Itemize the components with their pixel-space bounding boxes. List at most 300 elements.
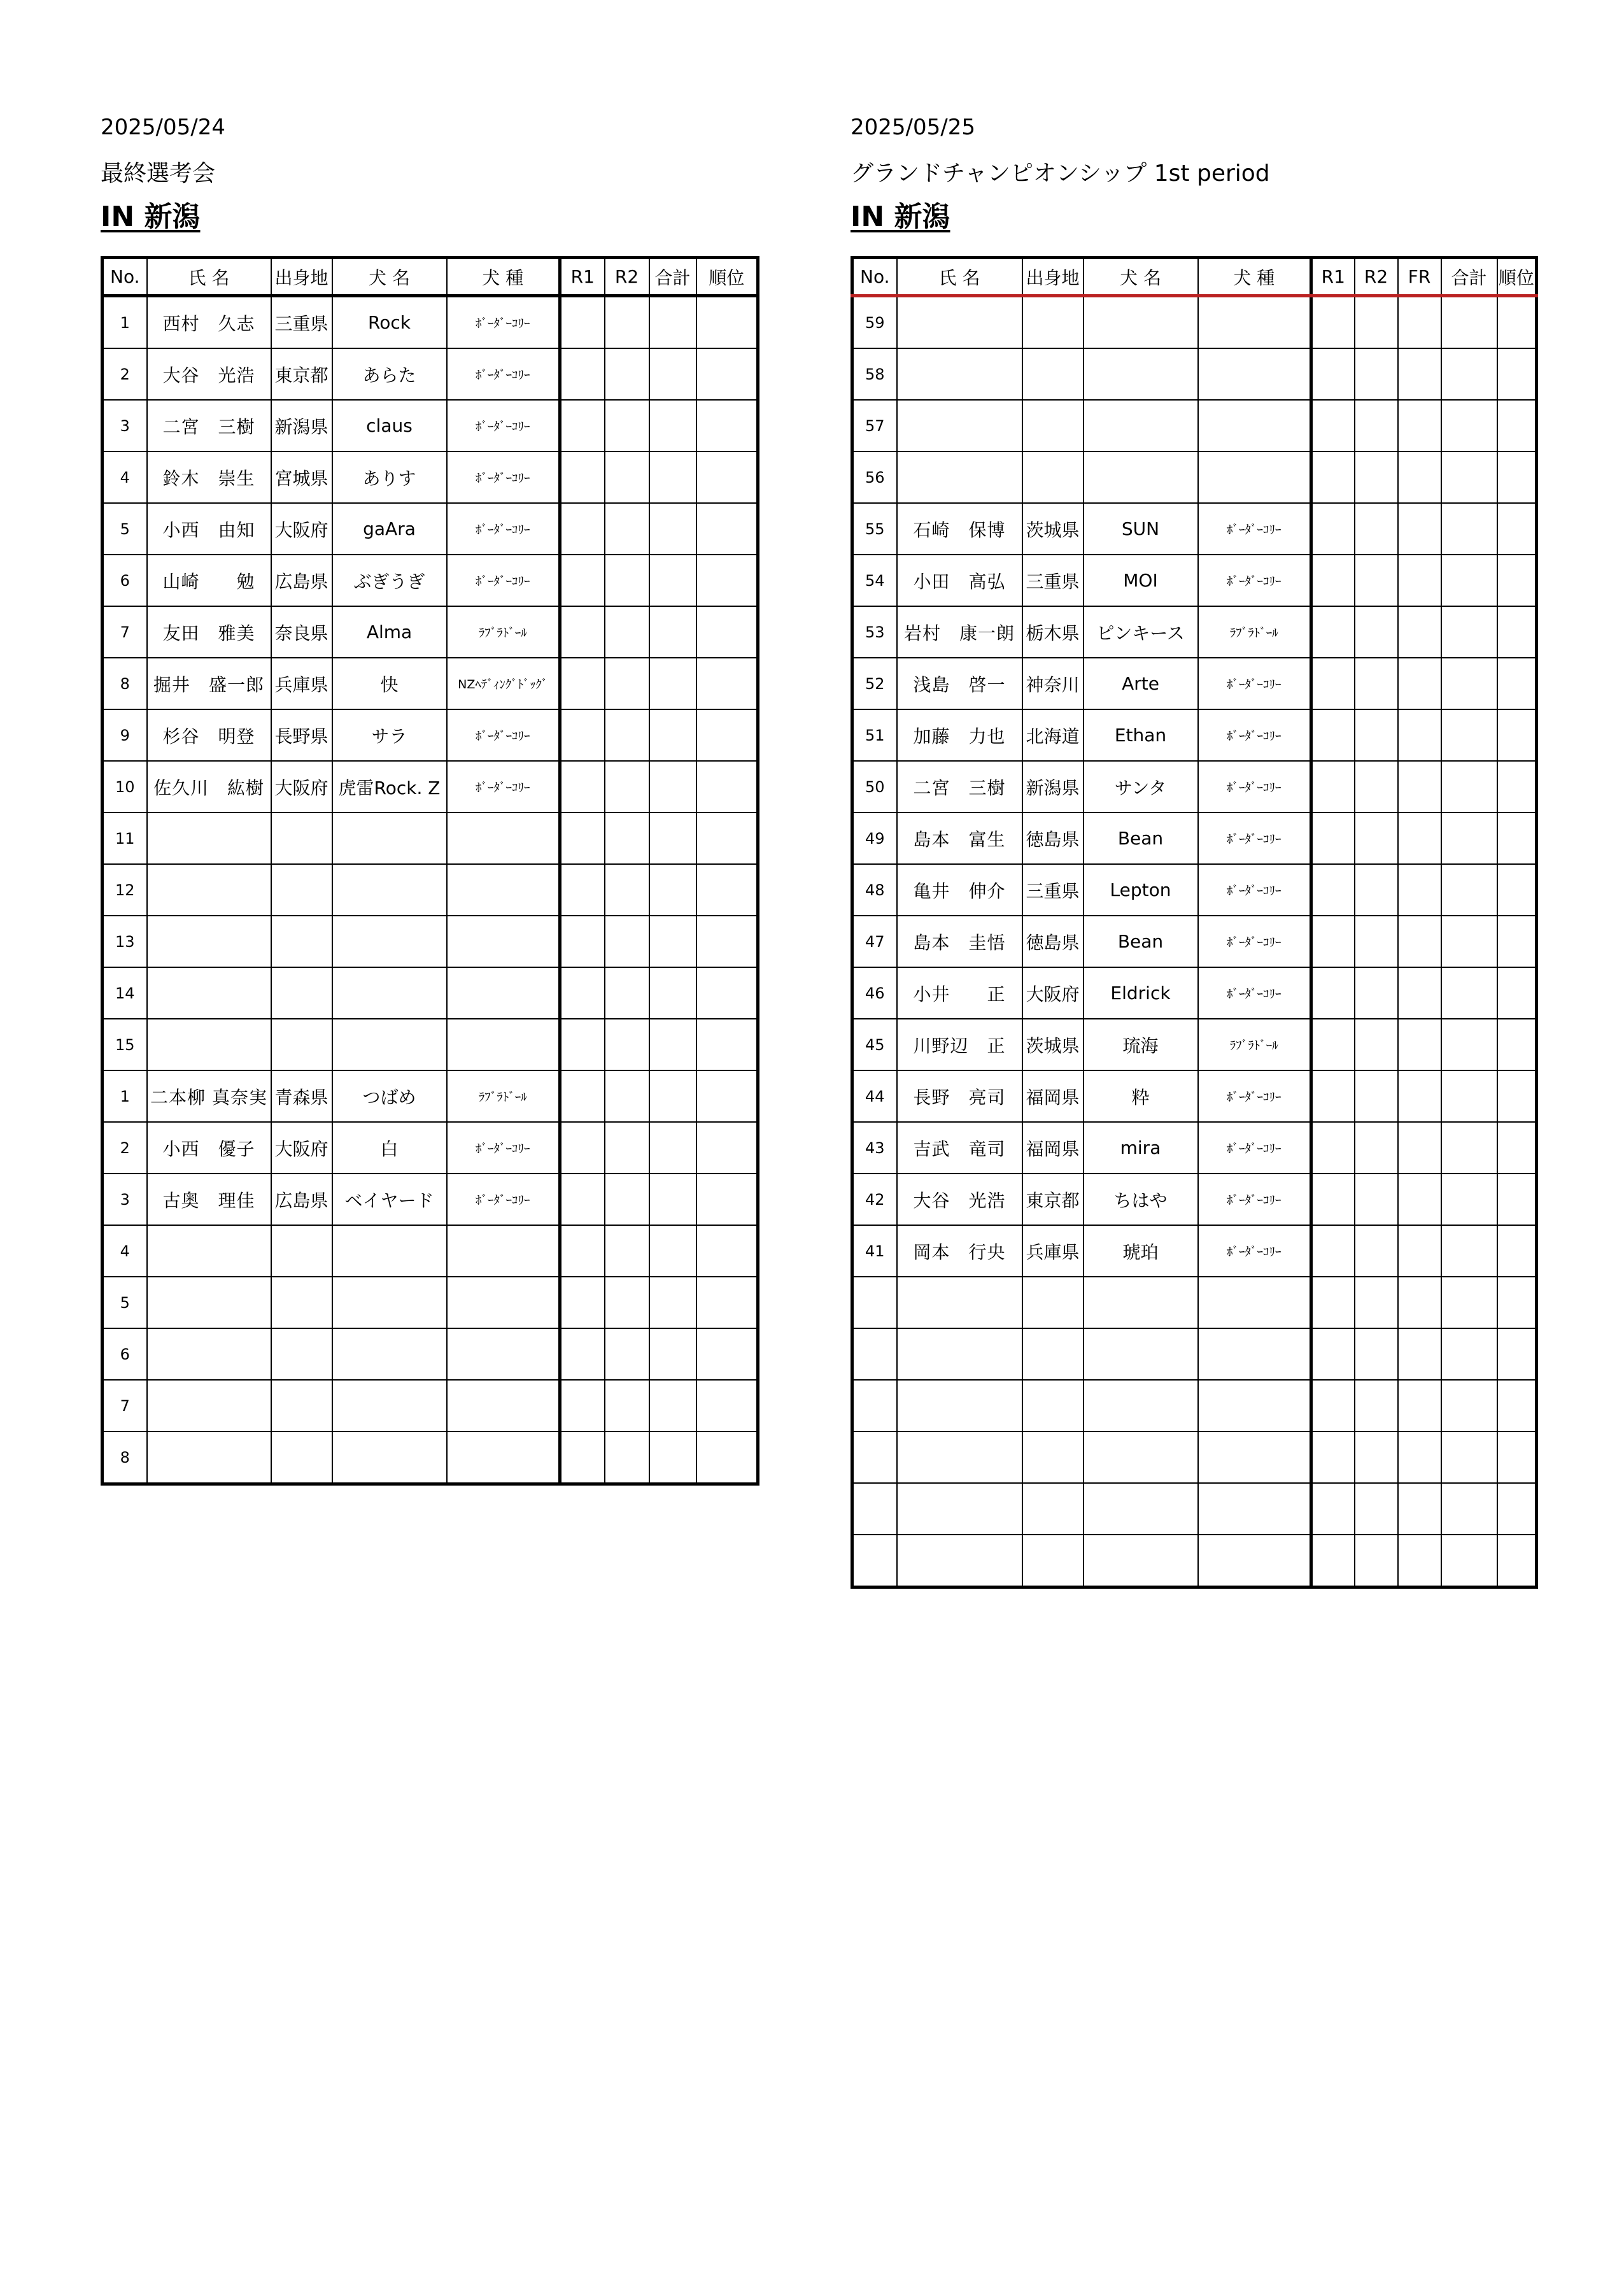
dog-breed — [1198, 296, 1311, 349]
score-cell — [649, 1070, 696, 1122]
dog-breed — [1198, 1483, 1311, 1535]
table-row — [102, 813, 758, 864]
score-cell — [605, 1225, 649, 1277]
score-cell — [605, 813, 649, 864]
score-cell — [1311, 1535, 1355, 1587]
score-cell — [1311, 1277, 1355, 1328]
entry-number — [852, 1380, 897, 1431]
score-cell — [1441, 1070, 1497, 1122]
dog-breed — [447, 1431, 560, 1484]
entry-number: 6 — [102, 555, 147, 606]
results-table-left — [101, 256, 759, 1486]
dog-breed — [1198, 400, 1311, 451]
dog-breed: ﾎﾞｰﾀﾞｰｺﾘｰ — [1198, 503, 1311, 555]
score-cell — [1497, 658, 1537, 709]
score-cell — [560, 1019, 605, 1070]
entry-number: 14 — [102, 967, 147, 1019]
table-row — [852, 1122, 1537, 1174]
score-cell — [1497, 1174, 1537, 1225]
dog-breed — [1198, 1535, 1311, 1587]
score-cell — [1355, 348, 1398, 400]
score-cell — [1311, 967, 1355, 1019]
score-cell — [1311, 348, 1355, 400]
score-cell — [1441, 1122, 1497, 1174]
score-cell — [560, 864, 605, 916]
score-cell — [1355, 1019, 1398, 1070]
table-row — [102, 761, 758, 813]
handler-name: 石崎 保博 — [897, 503, 1022, 555]
score-cell — [649, 916, 696, 967]
dog-breed: ﾎﾞｰﾀﾞｰｺﾘｰ — [447, 555, 560, 606]
score-cell — [696, 761, 758, 813]
score-cell — [560, 916, 605, 967]
dog-name: ぶぎうぎ — [332, 555, 447, 606]
dog-breed: ﾎﾞｰﾀﾞｰｺﾘｰ — [1198, 658, 1311, 709]
dog-name — [1084, 451, 1198, 503]
table-row — [852, 1225, 1537, 1277]
column-header: No. — [852, 258, 897, 296]
table-row — [852, 1328, 1537, 1380]
origin-prefecture — [271, 916, 332, 967]
origin-prefecture — [1022, 1380, 1084, 1431]
origin-prefecture: 奈良県 — [271, 606, 332, 658]
table-row — [852, 1431, 1537, 1483]
column-header: 犬 種 — [1198, 258, 1311, 296]
entry-number: 7 — [102, 606, 147, 658]
table-row — [102, 1431, 758, 1484]
handler-name — [897, 1483, 1022, 1535]
entry-number: 59 — [852, 296, 897, 349]
score-cell — [560, 709, 605, 761]
score-cell — [696, 296, 758, 349]
score-cell — [1355, 1431, 1398, 1483]
dog-name — [332, 1328, 447, 1380]
score-cell — [1441, 1535, 1497, 1587]
table-row — [852, 761, 1537, 813]
table-row — [102, 916, 758, 967]
dog-name: ありす — [332, 451, 447, 503]
column-header: 氏 名 — [897, 258, 1022, 296]
score-cell — [1311, 1431, 1355, 1483]
handler-name — [897, 1535, 1022, 1587]
score-cell — [649, 864, 696, 916]
score-cell — [1355, 967, 1398, 1019]
origin-prefecture: 三重県 — [1022, 864, 1084, 916]
origin-prefecture — [271, 1328, 332, 1380]
handler-name — [897, 1431, 1022, 1483]
table-row — [852, 813, 1537, 864]
dog-name: ピンキース — [1084, 606, 1198, 658]
origin-prefecture — [271, 967, 332, 1019]
score-cell — [696, 1174, 758, 1225]
dog-name — [1084, 1380, 1198, 1431]
table-row — [852, 296, 1537, 349]
column-header: R1 — [1311, 258, 1355, 296]
score-cell — [1497, 813, 1537, 864]
dog-name — [1084, 1277, 1198, 1328]
table-row — [852, 555, 1537, 606]
score-cell — [560, 967, 605, 1019]
dog-name — [1084, 1483, 1198, 1535]
event-title: 最終選考会 — [101, 160, 216, 187]
dog-breed — [1198, 1277, 1311, 1328]
table-row — [102, 451, 758, 503]
score-cell — [1355, 296, 1398, 349]
score-cell — [1311, 606, 1355, 658]
entry-number: 1 — [102, 1070, 147, 1122]
entry-number: 41 — [852, 1225, 897, 1277]
dog-breed: ﾎﾞｰﾀﾞｰｺﾘｰ — [1198, 1174, 1311, 1225]
dog-breed — [447, 1328, 560, 1380]
score-cell — [1355, 761, 1398, 813]
score-cell — [1398, 1122, 1441, 1174]
dog-name — [332, 1277, 447, 1328]
score-cell — [696, 1225, 758, 1277]
score-cell — [605, 296, 649, 349]
dog-name: claus — [332, 400, 447, 451]
score-cell — [649, 1122, 696, 1174]
score-cell — [1355, 1122, 1398, 1174]
score-cell — [1398, 1431, 1441, 1483]
score-cell — [696, 967, 758, 1019]
table-row — [852, 1174, 1537, 1225]
origin-prefecture: 新潟県 — [271, 400, 332, 451]
score-cell — [1497, 1328, 1537, 1380]
score-cell — [1311, 864, 1355, 916]
dog-name: 粋 — [1084, 1070, 1198, 1122]
table-row — [102, 1277, 758, 1328]
score-cell — [649, 348, 696, 400]
score-cell — [696, 709, 758, 761]
handler-name: 加藤 力也 — [897, 709, 1022, 761]
dog-name — [1084, 1535, 1198, 1587]
column-header: 犬 名 — [332, 258, 447, 296]
dog-breed — [447, 864, 560, 916]
score-cell — [696, 1070, 758, 1122]
score-cell — [1355, 1070, 1398, 1122]
score-cell — [1398, 658, 1441, 709]
origin-prefecture — [271, 1431, 332, 1484]
score-cell — [649, 1225, 696, 1277]
score-cell — [1355, 555, 1398, 606]
dog-breed: ﾎﾞｰﾀﾞｰｺﾘｰ — [1198, 864, 1311, 916]
score-cell — [1497, 1122, 1537, 1174]
score-cell — [605, 503, 649, 555]
dog-breed: ﾎﾞｰﾀﾞｰｺﾘｰ — [447, 296, 560, 349]
score-cell — [649, 813, 696, 864]
score-cell — [1441, 1380, 1497, 1431]
handler-name: 二本柳 真奈実 — [147, 1070, 271, 1122]
score-cell — [1311, 1225, 1355, 1277]
handler-name: 杉谷 明登 — [147, 709, 271, 761]
dog-name: 快 — [332, 658, 447, 709]
score-cell — [1398, 916, 1441, 967]
score-cell — [1441, 1277, 1497, 1328]
entry-number: 58 — [852, 348, 897, 400]
dog-name: Lepton — [1084, 864, 1198, 916]
score-cell — [605, 1122, 649, 1174]
dog-breed: ﾎﾞｰﾀﾞｰｺﾘｰ — [1198, 1070, 1311, 1122]
handler-name: 小田 高弘 — [897, 555, 1022, 606]
score-cell — [1497, 916, 1537, 967]
origin-prefecture: 福岡県 — [1022, 1122, 1084, 1174]
score-cell — [1398, 296, 1441, 349]
score-cell — [605, 1174, 649, 1225]
score-cell — [1311, 1122, 1355, 1174]
venue-title: IN 新潟 — [101, 201, 201, 233]
score-cell — [1398, 761, 1441, 813]
dog-breed: ﾎﾞｰﾀﾞｰｺﾘｰ — [1198, 1122, 1311, 1174]
origin-prefecture — [271, 1277, 332, 1328]
entry-number: 4 — [102, 451, 147, 503]
dog-name — [1084, 400, 1198, 451]
handler-name: 小井 正 — [897, 967, 1022, 1019]
score-cell — [605, 761, 649, 813]
dog-name: 琉海 — [1084, 1019, 1198, 1070]
table-row — [102, 1174, 758, 1225]
score-cell — [696, 503, 758, 555]
score-cell — [605, 1328, 649, 1380]
dog-name: つばめ — [332, 1070, 447, 1122]
handler-name: 川野辺 正 — [897, 1019, 1022, 1070]
dog-name: Bean — [1084, 916, 1198, 967]
score-cell — [1497, 1019, 1537, 1070]
score-cell — [605, 1277, 649, 1328]
score-cell — [1311, 296, 1355, 349]
entry-number: 47 — [852, 916, 897, 967]
table-row — [852, 916, 1537, 967]
score-cell — [696, 555, 758, 606]
score-cell — [1398, 555, 1441, 606]
score-cell — [1355, 1277, 1398, 1328]
handler-name: 西村 久志 — [147, 296, 271, 349]
handler-name: 古奥 理佳 — [147, 1174, 271, 1225]
score-cell — [605, 1380, 649, 1431]
table-row — [102, 1122, 758, 1174]
origin-prefecture: 青森県 — [271, 1070, 332, 1122]
score-cell — [1441, 1431, 1497, 1483]
entry-number: 8 — [102, 1431, 147, 1484]
score-cell — [560, 1174, 605, 1225]
origin-prefecture: 兵庫県 — [1022, 1225, 1084, 1277]
score-cell — [1311, 1174, 1355, 1225]
table-row — [852, 503, 1537, 555]
score-cell — [560, 451, 605, 503]
dog-name — [332, 813, 447, 864]
score-cell — [696, 400, 758, 451]
origin-prefecture: 茨城県 — [1022, 1019, 1084, 1070]
dog-breed — [447, 1277, 560, 1328]
score-cell — [1497, 296, 1537, 349]
dog-breed — [447, 813, 560, 864]
score-cell — [605, 606, 649, 658]
dog-breed — [447, 1225, 560, 1277]
dog-breed: ﾎﾞｰﾀﾞｰｺﾘｰ — [1198, 916, 1311, 967]
handler-name: 吉武 竜司 — [897, 1122, 1022, 1174]
entry-number: 53 — [852, 606, 897, 658]
score-cell — [1355, 1535, 1398, 1587]
handler-name: 長野 亮司 — [897, 1070, 1022, 1122]
score-cell — [649, 400, 696, 451]
score-cell — [649, 451, 696, 503]
handler-name: 山崎 勉 — [147, 555, 271, 606]
handler-name: 岩村 康一朗 — [897, 606, 1022, 658]
origin-prefecture — [271, 1019, 332, 1070]
table-row — [102, 555, 758, 606]
score-cell — [1497, 1277, 1537, 1328]
dog-name: ベイヤード — [332, 1174, 447, 1225]
origin-prefecture — [1022, 1535, 1084, 1587]
score-cell — [1355, 916, 1398, 967]
score-cell — [1497, 1535, 1537, 1587]
dog-breed: ﾎﾞｰﾀﾞｰｺﾘｰ — [447, 1122, 560, 1174]
score-cell — [1311, 1380, 1355, 1431]
origin-prefecture — [1022, 296, 1084, 349]
origin-prefecture — [1022, 400, 1084, 451]
dog-name: mira — [1084, 1122, 1198, 1174]
table-row — [102, 606, 758, 658]
handler-name: 掘井 盛一郎 — [147, 658, 271, 709]
dog-breed: ﾎﾞｰﾀﾞｰｺﾘｰ — [447, 1174, 560, 1225]
handler-name — [897, 451, 1022, 503]
score-cell — [649, 1277, 696, 1328]
entry-number: 49 — [852, 813, 897, 864]
origin-prefecture — [271, 1225, 332, 1277]
score-cell — [1497, 1431, 1537, 1483]
table-row — [102, 503, 758, 555]
score-cell — [1355, 400, 1398, 451]
handler-name: 大谷 光浩 — [897, 1174, 1022, 1225]
score-cell — [696, 1380, 758, 1431]
score-cell — [696, 1019, 758, 1070]
table-row — [852, 967, 1537, 1019]
score-cell — [696, 1328, 758, 1380]
handler-name — [897, 1277, 1022, 1328]
entry-number: 3 — [102, 1174, 147, 1225]
dog-breed: ﾎﾞｰﾀﾞｰｺﾘｰ — [447, 451, 560, 503]
entry-number: 44 — [852, 1070, 897, 1122]
score-cell — [1441, 709, 1497, 761]
dog-breed — [1198, 451, 1311, 503]
dog-name: ちはや — [1084, 1174, 1198, 1225]
table-row — [102, 1380, 758, 1431]
score-cell — [1355, 1174, 1398, 1225]
entry-number: 48 — [852, 864, 897, 916]
entry-number: 6 — [102, 1328, 147, 1380]
score-cell — [1497, 967, 1537, 1019]
entry-number: 7 — [102, 1380, 147, 1431]
handler-name: 大谷 光浩 — [147, 348, 271, 400]
handler-name: 岡本 行央 — [897, 1225, 1022, 1277]
handler-name: 小西 優子 — [147, 1122, 271, 1174]
dog-breed — [447, 1019, 560, 1070]
score-cell — [560, 296, 605, 349]
dog-name: 琥珀 — [1084, 1225, 1198, 1277]
score-cell — [1355, 503, 1398, 555]
score-cell — [1441, 400, 1497, 451]
score-cell — [1441, 451, 1497, 503]
score-cell — [605, 967, 649, 1019]
score-cell — [1398, 709, 1441, 761]
score-cell — [1441, 761, 1497, 813]
dog-name: MOI — [1084, 555, 1198, 606]
score-cell — [1497, 451, 1537, 503]
dog-name: サンタ — [1084, 761, 1198, 813]
score-cell — [1497, 1380, 1537, 1431]
score-cell — [605, 709, 649, 761]
entry-number — [852, 1431, 897, 1483]
handler-name — [147, 1277, 271, 1328]
dog-name — [332, 916, 447, 967]
dog-name — [1084, 296, 1198, 349]
score-cell — [1311, 1483, 1355, 1535]
score-cell — [1497, 864, 1537, 916]
entry-number: 57 — [852, 400, 897, 451]
dog-name — [332, 967, 447, 1019]
score-cell — [1398, 967, 1441, 1019]
score-cell — [1441, 1174, 1497, 1225]
table-row — [852, 400, 1537, 451]
entry-number: 4 — [102, 1225, 147, 1277]
score-cell — [649, 1019, 696, 1070]
dog-breed: ﾎﾞｰﾀﾞｰｺﾘｰ — [1198, 967, 1311, 1019]
dog-breed — [1198, 1431, 1311, 1483]
score-cell — [696, 1277, 758, 1328]
dog-name: あらた — [332, 348, 447, 400]
score-cell — [1398, 451, 1441, 503]
handler-name — [147, 813, 271, 864]
handler-name: 浅島 啓一 — [897, 658, 1022, 709]
score-cell — [1355, 606, 1398, 658]
score-cell — [1441, 296, 1497, 349]
entry-number — [852, 1535, 897, 1587]
score-cell — [605, 864, 649, 916]
score-cell — [1441, 1328, 1497, 1380]
origin-prefecture: 三重県 — [271, 296, 332, 349]
score-cell — [696, 1431, 758, 1484]
score-cell — [1398, 1483, 1441, 1535]
dog-name — [332, 1225, 447, 1277]
score-cell — [1497, 555, 1537, 606]
score-cell — [1398, 1019, 1441, 1070]
dog-name: Eldrick — [1084, 967, 1198, 1019]
handler-name — [147, 1380, 271, 1431]
handler-name: 二宮 三樹 — [897, 761, 1022, 813]
score-cell — [696, 658, 758, 709]
origin-prefecture: 茨城県 — [1022, 503, 1084, 555]
score-cell — [1441, 864, 1497, 916]
score-cell — [1311, 400, 1355, 451]
origin-prefecture: 福岡県 — [1022, 1070, 1084, 1122]
column-header: 合計 — [1441, 258, 1497, 296]
entry-number: 52 — [852, 658, 897, 709]
score-cell — [1441, 1483, 1497, 1535]
score-cell — [560, 761, 605, 813]
entry-number: 55 — [852, 503, 897, 555]
table-row — [852, 709, 1537, 761]
entry-number: 5 — [102, 503, 147, 555]
column-header: R2 — [1355, 258, 1398, 296]
score-cell — [1398, 1328, 1441, 1380]
origin-prefecture — [271, 864, 332, 916]
event-date: 2025/05/24 — [101, 115, 225, 140]
score-cell — [696, 1122, 758, 1174]
origin-prefecture: 徳島県 — [1022, 813, 1084, 864]
entry-number: 11 — [102, 813, 147, 864]
score-cell — [605, 1070, 649, 1122]
venue-title: IN 新潟 — [851, 201, 950, 233]
handler-name — [147, 1019, 271, 1070]
